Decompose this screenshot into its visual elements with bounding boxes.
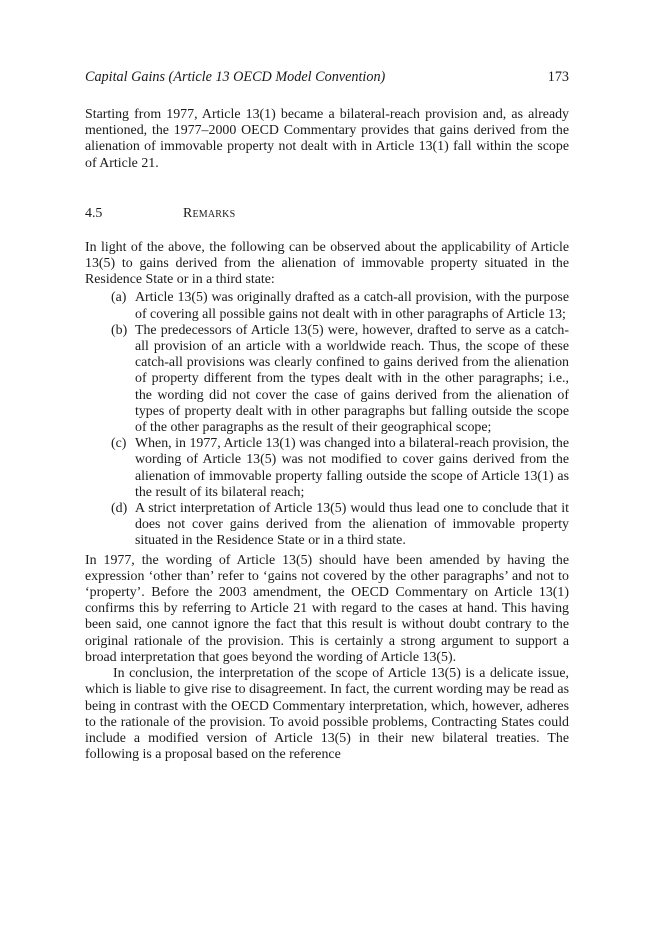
amendment-paragraph: In 1977, the wording of Article 13(5) should have been amended by having the expression ‘other than’ refer to ‘gains not covered by the other paragraphs’ and not to ‘property’. Before the 2003 amendment, the OECD Commentary on Article 13(1) confirms this by referring to Article 21 with regard to the cases at hand. This having been said, one cannot ignore the fact that this result is without doubt contrary to the original rationale of the provision. This is certainly a strong argument to support a broad interpretation that goes beyond the wording of Article 13(5). [85,552,569,665]
section-heading [85,206,569,222]
list-item-text: When, in 1977, Article 13(1) was changed into a bilateral-reach provision, the wording of Article 13(5) was not modified to cover gains derived from the alienation of immovable property falling outside the scope of Article 13(1) as the result of its bilateral reach; [135,436,569,500]
lead-paragraph: In light of the above, the following can be observed about the applicability of Article 13(5) to gains derived from the alienation of immovable property situated in the Residence State or in a third state: [85,239,569,288]
running-header [85,68,569,86]
list-item [111,290,569,322]
list-item [111,501,569,550]
list-item-text: Article 13(5) was originally drafted as a catch-all provision, with the purpose of covering all possible gains not dealt with in other paragraphs of Article 13; [135,290,569,322]
list-item [111,436,569,501]
section-title: Remarks [183,205,236,221]
running-title: Capital Gains (Article 13 OECD Model Convention) [85,69,386,85]
list-item-label: (b) [111,322,128,338]
intro-paragraph: Starting from 1977, Article 13(1) became a bilateral-reach provision and, as already mentioned, the 1977–2000 OECD Commentary provides that gains derived from the alienation of immovable property not dealt with in Article 13(1) fall within the scope of Article 21. [85,107,569,171]
section-number: 4.5 [85,205,103,221]
list-item-label: (a) [111,290,127,306]
list-item-label: (c) [111,436,127,452]
observation-list [85,290,569,549]
conclusion-paragraph: In conclusion, the interpretation of the scope of Article 13(5) is a delicate issue, which is liable to give rise to disagreement. In fact, the current wording may be read as being in contrast with the OECD Commentary interpretation, which, however, adheres to the rationale of the provision. To avoid possible problems, Contracting States could include a modified version of Article 13(5) in their new bilateral treaties. The following is a proposal based on the reference [85,666,569,763]
list-item-label: (d) [111,501,128,517]
list-item-text: A strict interpretation of Article 13(5) would thus lead one to conclude that it does not cover gains derived from the alienation of immovable property situated in the Residence State or in a third state. [135,501,569,549]
list-item [111,323,569,436]
page-number: 173 [547,69,569,85]
list-item-text: The predecessors of Article 13(5) were, however, drafted to serve as a catch-all provision of an article with a worldwide reach. Thus, the scope of these catch-all provisions was clearly confined to gains derived from the alienation of property different from the types dealt with in the other paragraphs; i.e., the wording did not cover the case of gains derived from the alienation of types of property dealt with in other paragraphs but falling outside the scope of the other paragraphs as the result of their geographical scope; [135,322,569,436]
document-page [85,68,569,763]
